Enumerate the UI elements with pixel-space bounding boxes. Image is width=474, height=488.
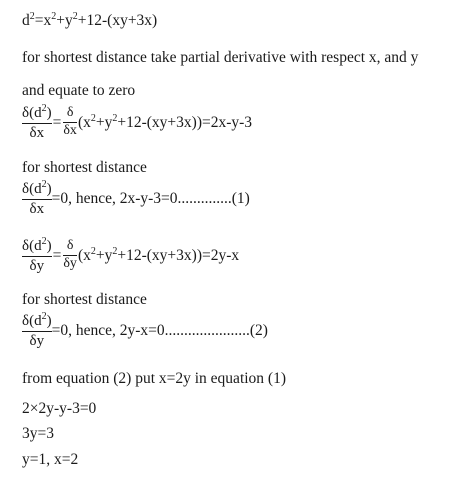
operator-fraction: $\frac{\delta}{\delta x}$ bbox=[63, 105, 77, 138]
lhs-fraction: $\frac{\delta(d^2)}{\delta y}$ bbox=[22, 236, 52, 274]
derivative-body: $(x^2+y^2+12-(xy+3x))=2y-x$ bbox=[77, 246, 240, 264]
superscript: 2 bbox=[29, 11, 35, 22]
fraction-numerator: $\delta(d^2)$ bbox=[22, 103, 52, 121]
partial-derivative-y bbox=[22, 237, 239, 274]
lhs-fraction: $\frac{\delta(d^2)}{\delta y}$ bbox=[22, 311, 52, 349]
distance-squared-equation bbox=[22, 12, 157, 29]
step-equation: 3y=3 bbox=[22, 425, 54, 442]
fraction-denominator: δx bbox=[29, 125, 45, 141]
lhs-fraction: $\frac{\delta(d^2)}{\delta x}$ bbox=[22, 179, 52, 217]
equals-sign: = bbox=[52, 246, 62, 264]
instruction-text-cont: and equate to zero bbox=[22, 82, 136, 99]
superscript: 2 bbox=[72, 11, 78, 22]
equation-1-text: =0, hence, 2x-y-3=0..............(1) bbox=[51, 189, 250, 207]
instruction-text: for shortest distance take partial derivative with respect x, and y bbox=[22, 49, 419, 66]
label-shortest-distance: for shortest distance bbox=[22, 159, 147, 176]
superscript: 2 bbox=[51, 11, 57, 22]
equation-1 bbox=[22, 180, 250, 217]
equals-sign: = bbox=[52, 113, 62, 131]
substitution-text: from equation (2) put x=2y in equation (1) bbox=[22, 370, 286, 387]
eq-part: d bbox=[22, 12, 30, 29]
label-shortest-distance: for shortest distance bbox=[22, 291, 147, 308]
final-answer: y=1, x=2 bbox=[22, 451, 79, 468]
step-equation: 2×2y-y-3=0 bbox=[22, 400, 97, 417]
derivative-body: $(x^2+y^2+12-(xy+3x))=2x-y-3$ bbox=[77, 113, 253, 131]
eq-part: +y bbox=[56, 12, 73, 29]
lhs-fraction bbox=[22, 104, 52, 141]
eq-part: =x bbox=[34, 12, 52, 29]
equation-2 bbox=[22, 312, 268, 349]
fraction-bar bbox=[22, 123, 52, 124]
equation-2-text: =0, hence, 2y-x=0......................(2) bbox=[51, 321, 268, 339]
partial-derivative-x bbox=[22, 104, 252, 141]
operator-fraction: $\frac{\delta}{\delta y}$ bbox=[63, 238, 77, 271]
eq-part: +12-(xy+3x) bbox=[77, 12, 158, 29]
